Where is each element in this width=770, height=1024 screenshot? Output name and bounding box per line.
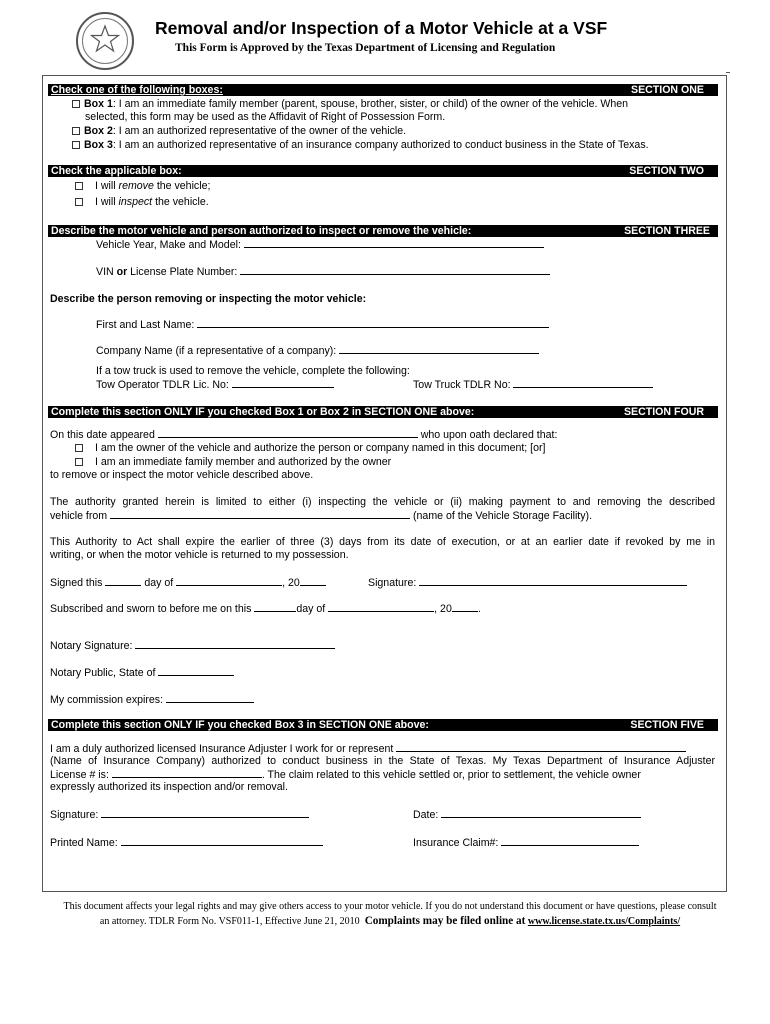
- vin-label-a: VIN: [96, 266, 117, 278]
- person-heading: Describe the person removing or inspecting the motor vehicle:: [50, 293, 367, 305]
- signature-label: Signature:: [368, 577, 417, 589]
- footer-line2: an attorney. TDLR Form No. VSF011-1, Effective June 21, 2010: [99, 916, 360, 927]
- license-label: License # is:: [50, 769, 109, 781]
- adjuster-signature-row: [50, 808, 309, 822]
- printed-name-label: Printed Name:: [50, 837, 118, 849]
- commission-row: [50, 693, 254, 707]
- sworn-month-field[interactable]: [328, 602, 434, 612]
- vsf-name-field[interactable]: [110, 509, 410, 519]
- adjuster-signature-label: Signature:: [50, 809, 99, 821]
- remove-text-em: remove: [118, 180, 154, 192]
- frame-corner: [726, 72, 730, 77]
- license-post: . The claim related to this vehicle settled or, prior to settlement, the vehicle owner: [261, 769, 641, 781]
- vehicle-field[interactable]: [244, 238, 544, 248]
- star-icon: [88, 22, 122, 56]
- notary-state-field[interactable]: [158, 666, 234, 676]
- company-field[interactable]: [339, 344, 539, 354]
- notary-signature-label: Notary Signature:: [50, 640, 133, 652]
- section-five-label: SECTION FIVE: [630, 719, 704, 731]
- sworn-day-field[interactable]: [254, 602, 296, 612]
- date-field[interactable]: [441, 808, 641, 818]
- box2-label: Box 2: [84, 125, 113, 137]
- box3-text: : I am an authorized representative of an insurance company authorized to conduct business in the State of Texas.: [112, 139, 649, 151]
- section-five-heading: Complete this section ONLY IF you checked Box 3 in SECTION ONE above:: [51, 719, 429, 731]
- adjuster-signature-field[interactable]: [101, 808, 309, 818]
- box1-row: [72, 98, 628, 111]
- section-one-heading: Check one of the following boxes:: [51, 84, 223, 96]
- box2-row: [72, 125, 406, 138]
- section-two-label: SECTION TWO: [629, 165, 704, 177]
- box1-checkbox[interactable]: [72, 100, 80, 108]
- box3-row: [72, 139, 649, 152]
- inspect-text-pre: I will: [95, 196, 119, 208]
- appeared-field[interactable]: [158, 428, 418, 438]
- vin-field[interactable]: [240, 265, 550, 275]
- claim-field[interactable]: [501, 836, 639, 846]
- adjuster-line1: [50, 742, 686, 756]
- claim-label: Insurance Claim#:: [413, 837, 499, 849]
- tow-truck-row: [413, 378, 653, 392]
- company-row: [96, 344, 539, 358]
- remove-row: [75, 180, 210, 193]
- box1-label: Box 1: [84, 98, 113, 110]
- inspect-checkbox[interactable]: [75, 198, 83, 206]
- remove-text-pre: I will: [95, 180, 119, 192]
- remove-line: to remove or inspect the motor vehicle described above.: [50, 469, 314, 481]
- vehicle-row: [96, 238, 544, 252]
- section-one-label: SECTION ONE: [631, 84, 704, 96]
- section-one-bar: [48, 84, 718, 96]
- printed-name-row: [50, 836, 323, 850]
- family-checkbox[interactable]: [75, 458, 83, 466]
- sworn-day-of-label: day of: [296, 603, 326, 615]
- remove-text-post: the vehicle;: [153, 180, 211, 192]
- commission-label: My commission expires:: [50, 694, 164, 706]
- tow-truck-label: Tow Truck TDLR No:: [413, 379, 511, 391]
- tow-operator-label: Tow Operator TDLR Lic. No:: [96, 379, 229, 391]
- signed-day-field[interactable]: [105, 576, 141, 586]
- expire-line1: This Authority to Act shall expire the earlier of three (3) days from its date of execution, or at an earlier date if revoked by me in: [50, 536, 715, 548]
- signed-month-field[interactable]: [176, 576, 282, 586]
- footer: [40, 900, 740, 929]
- signed-year-field[interactable]: [300, 576, 326, 586]
- owner-checkbox[interactable]: [75, 444, 83, 452]
- owner-option-row: [75, 442, 546, 455]
- vehicle-from-label: vehicle from: [50, 510, 108, 522]
- notary-state-label: Notary Public, State of: [50, 667, 156, 679]
- adjuster-text: I am a duly authorized licensed Insurance Adjuster I work for or represent: [50, 743, 394, 755]
- footer-line1: This document affects your legal rights and may give others access to your motor vehicle. If you do not understand this document or have questions, please consult: [63, 901, 717, 912]
- tow-operator-field[interactable]: [232, 378, 334, 388]
- authority-line1: The authority granted herein is limited to either (i) inspecting the vehicle or (ii) making payment to and removing the described: [50, 496, 715, 508]
- box2-checkbox[interactable]: [72, 127, 80, 135]
- section-three-label: SECTION THREE: [624, 225, 710, 237]
- appeared-row: [50, 428, 557, 442]
- family-option-text: I am an immediate family member and authorized by the owner: [95, 456, 392, 468]
- name-row: [96, 318, 549, 332]
- box3-checkbox[interactable]: [72, 141, 80, 149]
- box1-text: : I am an immediate family member (parent, spouse, brother, sister, or child) of the owner of the vehicle. When: [112, 98, 629, 110]
- sworn-year-prefix: , 20: [434, 603, 452, 615]
- signature-field[interactable]: [419, 576, 687, 586]
- vin-label-or: or: [116, 266, 128, 278]
- inspect-row: [75, 196, 209, 209]
- commission-field[interactable]: [166, 693, 254, 703]
- remove-checkbox[interactable]: [75, 182, 83, 190]
- signed-this-label: Signed this: [50, 577, 103, 589]
- company-label: Company Name (if a representative of a company):: [96, 345, 337, 357]
- section-four-label: SECTION FOUR: [623, 406, 704, 418]
- sworn-row: [50, 602, 481, 616]
- notary-state-row: [50, 666, 234, 680]
- section-two-heading: Check the applicable box:: [51, 165, 182, 177]
- section-two-bar: [48, 165, 718, 177]
- vsf-label: (name of the Vehicle Storage Facility).: [413, 510, 593, 522]
- section-four-bar: [48, 406, 718, 418]
- section-three-bar: [48, 225, 718, 237]
- family-option-row: [75, 456, 391, 469]
- complaints-text: Complaints may be filed online at: [364, 915, 526, 927]
- footer-line2-row: [40, 914, 740, 929]
- authority-line2: [50, 509, 592, 523]
- inspect-text-post: the vehicle.: [152, 196, 209, 208]
- signed-row: [50, 576, 326, 590]
- insurance-company-field[interactable]: [396, 742, 686, 752]
- sworn-end: .: [477, 603, 481, 615]
- notary-signature-row: [50, 639, 335, 653]
- adjuster-line4: expressly authorized its inspection and/or removal.: [50, 781, 288, 793]
- complaints-link[interactable]: www.license.state.tx.us/Complaints/: [527, 916, 681, 927]
- notary-signature-field[interactable]: [135, 639, 335, 649]
- appeared-label: On this date appeared: [50, 429, 155, 441]
- page-title: Removal and/or Inspection of a Motor Vehicle at a VSF: [155, 18, 608, 38]
- license-row: [50, 768, 641, 782]
- printed-name-field[interactable]: [121, 836, 323, 846]
- section-five-bar: [48, 719, 718, 731]
- tow-truck-field[interactable]: [513, 378, 653, 388]
- adjuster-line2: (Name of Insurance Company) authorized to conduct business in the State of Texas. My Texas Department of Insurance Adjuster: [50, 755, 715, 767]
- signed-day-of-label: day of: [144, 577, 174, 589]
- license-field[interactable]: [112, 768, 262, 778]
- sworn-label: Subscribed and sworn to before me on this: [50, 603, 252, 615]
- vin-row: [96, 265, 550, 279]
- section-three-heading: Describe the motor vehicle and person authorized to inspect or remove the vehicle:: [51, 225, 472, 237]
- box2-text: : I am an authorized representative of the owner of the vehicle.: [112, 125, 407, 137]
- inspect-text-em: inspect: [118, 196, 153, 208]
- section-four-heading: Complete this section ONLY IF you checked Box 1 or Box 2 in SECTION ONE above:: [51, 406, 475, 418]
- date-row: [413, 808, 641, 822]
- box3-label: Box 3: [84, 139, 113, 151]
- claim-row: [413, 836, 639, 850]
- owner-option-text: I am the owner of the vehicle and authorize the person or company named in this document; [or]: [95, 442, 546, 454]
- vehicle-label: Vehicle Year, Make and Model:: [96, 239, 241, 251]
- expire-line2: writing, or when the motor vehicle is returned to my possession.: [50, 549, 349, 561]
- date-label: Date:: [413, 809, 439, 821]
- tow-intro: If a tow truck is used to remove the vehicle, complete the following:: [96, 365, 410, 377]
- box1-text-cont: selected, this form may be used as the Affidavit of Right of Possession Form.: [85, 111, 446, 123]
- page-subtitle: This Form is Approved by the Texas Department of Licensing and Regulation: [175, 42, 556, 54]
- name-label: First and Last Name:: [96, 319, 195, 331]
- tow-operator-row: [96, 378, 334, 392]
- sworn-year-field[interactable]: [452, 602, 478, 612]
- vin-label-b: License Plate Number:: [127, 266, 238, 278]
- name-field[interactable]: [197, 318, 549, 328]
- signed-year-prefix: , 20: [282, 577, 300, 589]
- signature-row: [368, 576, 687, 590]
- appeared-post: who upon oath declared that:: [420, 429, 558, 441]
